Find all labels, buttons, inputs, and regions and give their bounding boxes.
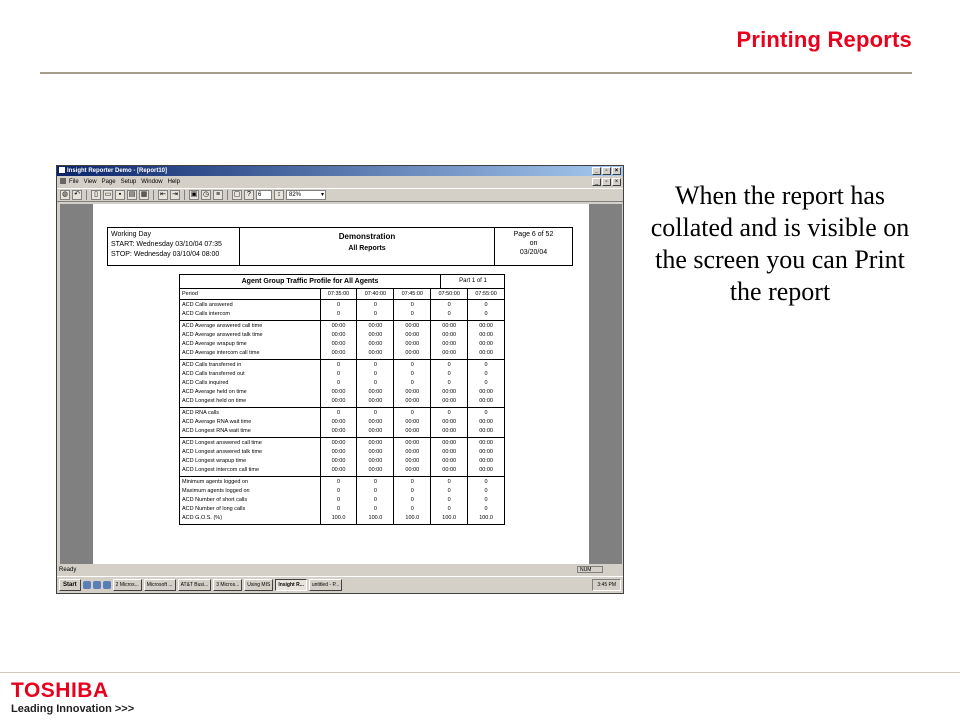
- metric-value: 0: [373, 311, 377, 317]
- metric-label: ACD Average RNA wait time: [182, 419, 252, 425]
- metric-value: 00:00: [368, 428, 383, 434]
- table-title-row: [180, 275, 504, 289]
- status-bar: [57, 566, 623, 575]
- period-values: [393, 300, 430, 320]
- status-text: Ready: [59, 567, 77, 573]
- metric-labels: [180, 300, 320, 320]
- metric-label: ACD Longest answered call time: [182, 440, 262, 446]
- print-date: 03/20/04: [519, 249, 548, 256]
- metric-value: 00:00: [368, 323, 383, 329]
- taskbar-button[interactable]: 3 Micros...: [213, 579, 242, 591]
- metric-value: 0: [410, 479, 414, 485]
- metric-value: 0: [484, 371, 488, 377]
- toolbar-separator: [184, 190, 185, 200]
- metric-value: 0: [410, 506, 414, 512]
- metric-value: 00:00: [442, 398, 457, 404]
- table-part: Part 1 of 1: [440, 275, 505, 288]
- monitor-icon[interactable]: ▢: [233, 191, 241, 198]
- logo-tagline: Leading Innovation >>>: [11, 703, 135, 715]
- quicklaunch-icon[interactable]: [93, 581, 101, 589]
- metric-value: 0: [484, 311, 488, 317]
- toolbar-separator: [153, 190, 154, 200]
- metric-value: 00:00: [405, 350, 420, 356]
- metric-value: 00:00: [368, 350, 383, 356]
- report-title: Demonstration: [338, 232, 396, 241]
- globe-icon[interactable]: ◍: [61, 191, 69, 198]
- report-period-info: [108, 228, 240, 265]
- table-body: [180, 300, 504, 524]
- period-values: [467, 360, 504, 407]
- restore-icon[interactable]: ▫: [602, 167, 611, 175]
- metric-value: 0: [336, 362, 341, 368]
- period-values: [356, 321, 393, 359]
- undo-icon[interactable]: ↶: [72, 190, 82, 200]
- metric-value: 100.0: [442, 515, 457, 521]
- period-values: [430, 300, 467, 320]
- metric-value: 00:00: [442, 323, 457, 329]
- metric-label: ACD Calls intercom: [182, 311, 230, 317]
- taskbar-button[interactable]: Using MIS: [244, 579, 273, 591]
- report-header: [107, 227, 573, 266]
- metric-value: 100.0: [405, 515, 420, 521]
- metric-label: ACD Average intercom call time: [182, 350, 260, 356]
- period-values: [320, 408, 357, 437]
- metric-value: 00:00: [331, 350, 346, 356]
- metric-value: 0: [447, 410, 451, 416]
- metric-label: ACD G.O.S. (%): [182, 515, 223, 521]
- table-row-group: [180, 438, 504, 477]
- toolbar-separator: [227, 190, 228, 200]
- period-values: [467, 438, 504, 476]
- clock-icon[interactable]: ◷: [202, 191, 210, 198]
- metric-value: 00:00: [405, 458, 420, 464]
- metric-value: 00:00: [442, 428, 457, 434]
- metric-label: ACD Longest intercom call time: [182, 467, 260, 473]
- metric-value: 00:00: [331, 389, 346, 395]
- period-2: 07:45:00: [393, 289, 430, 299]
- metric-value: 0: [410, 302, 414, 308]
- quicklaunch-icon[interactable]: [103, 581, 111, 589]
- window-title: Insight Reporter Demo - [Report10]: [67, 168, 168, 174]
- doc-close-icon[interactable]: ×: [612, 178, 621, 186]
- metric-value: 00:00: [368, 467, 383, 473]
- report-name: [240, 228, 494, 265]
- metric-value: 00:00: [442, 458, 457, 464]
- metric-value: 00:00: [442, 467, 457, 473]
- taskbar-button[interactable]: 2 Micros...: [113, 579, 142, 591]
- metric-value: 0: [373, 497, 377, 503]
- metric-value: 00:00: [368, 458, 383, 464]
- metric-value: 0: [447, 302, 451, 308]
- metric-value: 0: [484, 506, 488, 512]
- menu-page[interactable]: Page: [101, 179, 116, 185]
- metric-value: 0: [373, 506, 377, 512]
- metric-value: 0: [447, 479, 451, 485]
- metric-value: 00:00: [405, 467, 420, 473]
- metric-label: Maximum agents logged on: [182, 488, 250, 494]
- doc-minimize-icon[interactable]: _: [592, 178, 601, 186]
- metric-value: 00:00: [331, 467, 346, 473]
- menu-bar: [57, 177, 623, 187]
- metric-value: 00:00: [479, 428, 493, 434]
- metric-value: 00:00: [405, 332, 420, 338]
- metric-value: 0: [336, 506, 341, 512]
- metric-value: 00:00: [368, 341, 383, 347]
- table-title: Agent Group Traffic Profile for All Agents: [241, 278, 379, 285]
- menu-window[interactable]: Window: [141, 179, 163, 185]
- period-values: [393, 321, 430, 359]
- metric-value: 0: [373, 410, 377, 416]
- traffic-profile-table: [179, 274, 505, 525]
- taskbar-button[interactable]: Insight R...: [275, 579, 307, 591]
- metric-label: ACD Average answered talk time: [182, 332, 263, 338]
- image-icon[interactable]: ▣: [190, 191, 198, 198]
- metric-value: 00:00: [442, 350, 457, 356]
- toolbar: [57, 188, 623, 202]
- metric-label: ACD Calls answered: [182, 302, 233, 308]
- period-label: Period: [182, 291, 198, 297]
- metric-value: 00:00: [405, 341, 420, 347]
- metric-value: 100.0: [331, 515, 346, 521]
- menu-setup[interactable]: Setup: [120, 179, 137, 185]
- period-values: [430, 438, 467, 476]
- period-values: [320, 321, 357, 359]
- period-0: 07:35:00: [320, 289, 357, 299]
- toolbar-separator: [86, 190, 87, 200]
- app-icon: [59, 167, 65, 173]
- metric-value: 00:00: [442, 332, 457, 338]
- menu-view[interactable]: View: [83, 179, 97, 185]
- metric-value: 0: [373, 302, 377, 308]
- minimize-icon[interactable]: _: [592, 167, 601, 175]
- period-values: [430, 321, 467, 359]
- metric-label: ACD Average held on time: [182, 389, 247, 395]
- metric-label: Minimum agents logged on: [182, 479, 249, 485]
- metric-value: 0: [336, 302, 341, 308]
- window-titlebar: [57, 166, 623, 176]
- metric-value: 00:00: [331, 323, 346, 329]
- period-values: [393, 477, 430, 524]
- open-icon[interactable]: ▭: [104, 191, 112, 198]
- metric-value: 00:00: [368, 419, 383, 425]
- page-number-input[interactable]: 6: [256, 190, 272, 200]
- task-buttons: [113, 579, 343, 591]
- metric-value: 00:00: [442, 419, 457, 425]
- metric-value: 0: [447, 506, 451, 512]
- save-icon[interactable]: ▪: [115, 190, 125, 200]
- period-values: [430, 477, 467, 524]
- metric-value: 00:00: [331, 440, 346, 446]
- metric-value: 00:00: [331, 341, 346, 347]
- period-values: [467, 321, 504, 359]
- metric-value: 00:00: [331, 419, 346, 425]
- system-tray-clock: 3:45 PM: [592, 579, 621, 591]
- metric-value: 0: [484, 380, 488, 386]
- first-page-icon[interactable]: ⇤: [158, 190, 168, 200]
- metric-label: ACD Number of long calls: [182, 506, 246, 512]
- document-controls: [592, 178, 621, 186]
- metric-label: ACD Calls inquired: [182, 380, 229, 386]
- metric-value: 0: [410, 362, 414, 368]
- metric-value: 0: [447, 497, 451, 503]
- taskbar-button[interactable]: untitled - P...: [309, 579, 342, 591]
- table-row-group: [180, 477, 504, 524]
- working-day-label: Working Day: [111, 231, 151, 238]
- metric-label: ACD Longest held on time: [182, 398, 247, 404]
- title-divider: [40, 72, 912, 74]
- metric-value: 0: [373, 380, 377, 386]
- period-values: [393, 408, 430, 437]
- table-row-group: [180, 408, 504, 438]
- metric-value: 0: [410, 410, 414, 416]
- report-subtitle: All Reports: [348, 245, 386, 252]
- metric-value: 00:00: [368, 398, 383, 404]
- metric-value: 0: [336, 311, 341, 317]
- metric-value: 00:00: [442, 341, 457, 347]
- metric-value: 00:00: [442, 440, 457, 446]
- stop-time: STOP: Wednesday 03/10/04 08:00: [111, 251, 220, 258]
- metric-labels: [180, 477, 320, 524]
- metric-value: 0: [373, 488, 377, 494]
- table-row-group: [180, 300, 504, 321]
- slide-title: Printing Reports: [736, 27, 912, 52]
- metric-label: ACD RNA calls: [182, 410, 219, 416]
- period-values: [467, 408, 504, 437]
- period-values: [393, 360, 430, 407]
- metric-label: ACD Average answered call time: [182, 323, 263, 329]
- period-4: 07:55:00: [467, 289, 504, 299]
- print-preview-icon[interactable]: ▦: [140, 191, 148, 198]
- metric-labels: [180, 438, 320, 476]
- table-row-group: [180, 360, 504, 408]
- period-values: [430, 360, 467, 407]
- metric-value: 00:00: [405, 398, 420, 404]
- period-values: [430, 408, 467, 437]
- metric-value: 0: [447, 311, 451, 317]
- metric-value: 00:00: [331, 458, 346, 464]
- period-values: [356, 300, 393, 320]
- metric-label: ACD Longest answered talk time: [182, 449, 263, 455]
- metric-value: 00:00: [368, 449, 383, 455]
- quicklaunch-icon[interactable]: [83, 581, 91, 589]
- metric-value: 00:00: [479, 419, 493, 425]
- report-page-info: [494, 228, 572, 265]
- report-window-screenshot: [56, 165, 624, 594]
- metric-value: 0: [410, 497, 414, 503]
- period-values: [467, 300, 504, 320]
- document-area: [60, 204, 622, 564]
- metric-value: 0: [373, 362, 377, 368]
- report-page: [93, 204, 589, 564]
- metric-value: 0: [336, 371, 341, 377]
- metric-value: 00:00: [331, 428, 346, 434]
- metric-value: 00:00: [479, 449, 493, 455]
- metric-labels: [180, 408, 320, 437]
- table-row-group: [180, 321, 504, 360]
- metric-value: 00:00: [479, 323, 493, 329]
- metric-value: 00:00: [331, 398, 346, 404]
- help-icon[interactable]: ?: [244, 190, 254, 200]
- metric-value: 00:00: [405, 428, 420, 434]
- windows-taskbar: [57, 576, 623, 593]
- period-values: [356, 438, 393, 476]
- period-values: [320, 300, 357, 320]
- taskbar-button[interactable]: AT&T Busi...: [178, 579, 212, 591]
- metric-label: ACD Number of short calls: [182, 497, 248, 503]
- metric-value: 00:00: [479, 398, 493, 404]
- metric-value: 0: [484, 410, 488, 416]
- metric-value: 0: [410, 488, 414, 494]
- metric-value: 100.0: [479, 515, 493, 521]
- period-values: [356, 408, 393, 437]
- metric-value: 0: [447, 488, 451, 494]
- metric-value: 00:00: [368, 389, 383, 395]
- period-values: [393, 438, 430, 476]
- metric-value: 00:00: [479, 440, 493, 446]
- list-icon[interactable]: ≡: [213, 190, 223, 200]
- num-lock-indicator: NUM: [577, 566, 603, 573]
- caption-text: When the report has collated and is visible on the screen you can Print the report: [650, 181, 910, 306]
- metric-value: 00:00: [405, 449, 420, 455]
- metric-value: 0: [484, 479, 488, 485]
- metric-value: 0: [373, 371, 377, 377]
- metric-value: 0: [410, 380, 414, 386]
- last-page-icon[interactable]: ⇥: [170, 190, 180, 200]
- period-values: [320, 438, 357, 476]
- taskbar-button[interactable]: Microsoft ...: [144, 579, 176, 591]
- metric-value: 0: [447, 380, 451, 386]
- metric-value: 0: [484, 362, 488, 368]
- metric-label: ACD Calls transferred in: [182, 362, 242, 368]
- metric-value: 0: [373, 479, 377, 485]
- metric-value: 00:00: [442, 389, 457, 395]
- metric-value: 0: [336, 479, 341, 485]
- window-controls: [592, 167, 621, 175]
- page-count: Page 6 of 52: [513, 231, 554, 238]
- metric-value: 00:00: [479, 467, 493, 473]
- period-3: 07:50:00: [430, 289, 467, 299]
- metric-value: 0: [447, 371, 451, 377]
- metric-value: 00:00: [442, 449, 457, 455]
- period-values: [320, 360, 357, 407]
- menu-file[interactable]: File: [69, 179, 79, 185]
- metric-label: ACD Longest wrapup time: [182, 458, 247, 464]
- metric-value: 0: [410, 371, 414, 377]
- metric-value: 00:00: [331, 332, 346, 338]
- metric-value: 00:00: [331, 449, 346, 455]
- close-icon[interactable]: ×: [612, 167, 621, 175]
- metric-value: 0: [336, 497, 341, 503]
- zoom-select[interactable]: 82% ▾: [286, 190, 326, 200]
- toshiba-logo: [11, 680, 134, 715]
- metric-value: 0: [484, 497, 488, 503]
- metric-labels: [180, 360, 320, 407]
- metric-label: ACD Calls transferred out: [182, 371, 245, 377]
- metric-value: 00:00: [479, 458, 493, 464]
- metric-value: 00:00: [368, 440, 383, 446]
- metric-value: 00:00: [405, 389, 420, 395]
- metric-value: 00:00: [405, 419, 420, 425]
- metric-labels: [180, 321, 320, 359]
- metric-value: 0: [336, 488, 341, 494]
- page-spinner-icon[interactable]: ↕: [274, 190, 284, 200]
- period-values: [467, 477, 504, 524]
- metric-value: 00:00: [405, 440, 420, 446]
- metric-value: 0: [484, 302, 488, 308]
- menu-help[interactable]: Help: [167, 179, 180, 185]
- table-header-row: [180, 289, 504, 300]
- metric-value: 00:00: [405, 323, 420, 329]
- metric-value: 00:00: [479, 341, 493, 347]
- period-values: [356, 477, 393, 524]
- metric-value: 0: [484, 488, 488, 494]
- doc-restore-icon[interactable]: ▫: [602, 178, 611, 186]
- metric-value: 00:00: [479, 332, 493, 338]
- period-values: [320, 477, 357, 524]
- metric-label: ACD Average wrapup time: [182, 341, 247, 347]
- metric-value: 00:00: [368, 332, 383, 338]
- print-icon[interactable]: ▤: [128, 191, 136, 198]
- metric-value: 00:00: [479, 350, 493, 356]
- metric-value: 0: [336, 410, 341, 416]
- page-on-label: on: [529, 240, 538, 247]
- new-icon[interactable]: ▯: [91, 190, 101, 200]
- metric-label: ACD Longest RNA wait time: [182, 428, 251, 434]
- doc-icon: [60, 178, 66, 184]
- start-time: START: Wednesday 03/10/04 07:35: [111, 241, 222, 248]
- start-button[interactable]: Start: [59, 579, 81, 591]
- period-1: 07:40:00: [356, 289, 393, 299]
- footer-divider: [0, 672, 960, 673]
- logo-name: TOSHIBA: [11, 679, 109, 702]
- period-values: [356, 360, 393, 407]
- metric-value: 0: [410, 311, 414, 317]
- metric-value: 100.0: [368, 515, 383, 521]
- metric-value: 0: [336, 380, 341, 386]
- metric-value: 00:00: [479, 389, 493, 395]
- metric-value: 0: [447, 362, 451, 368]
